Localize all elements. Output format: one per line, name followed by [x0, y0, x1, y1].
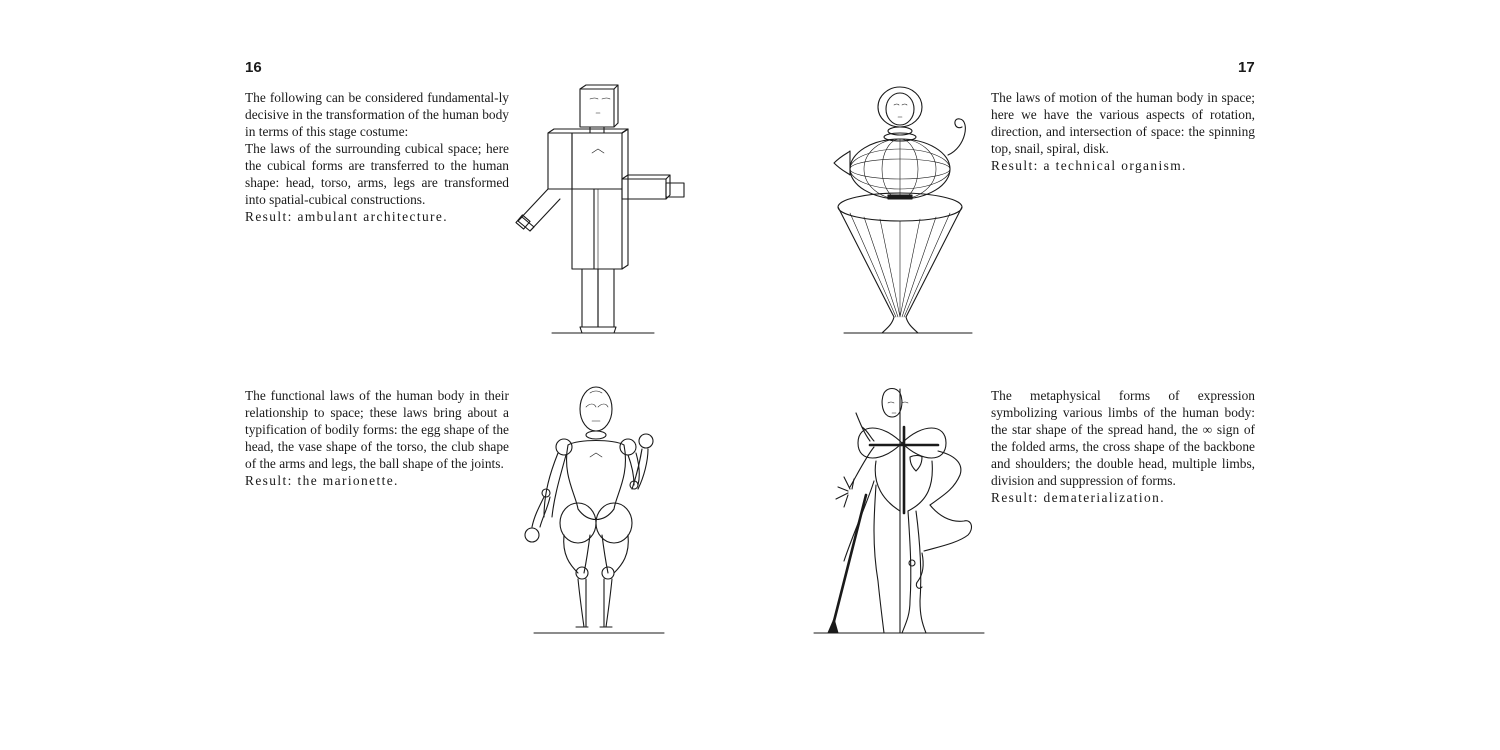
functional-body: The functional laws of the human body in their relationship to space; these laws bring about a typification of bodily forms: the egg shape of the head, the vase shape of the torso, the club shape of the arms and legs, the ball shape of the joints. — [245, 388, 509, 471]
text-block-functional — [245, 387, 509, 489]
text-block-metaphysical — [991, 387, 1255, 506]
metaphysical-figure-illustration — [812, 385, 990, 640]
text-block-cubical — [245, 89, 509, 225]
marionette-figure-illustration — [520, 385, 675, 640]
page-number-left: 16 — [245, 59, 262, 76]
spinning-top-figure-illustration — [810, 85, 990, 340]
functional-result: Result: the marionette. — [245, 473, 399, 488]
motion-result: Result: a technical organism. — [991, 158, 1187, 173]
cubical-figure-illustration — [510, 85, 690, 340]
cubical-result: Result: ambulant architecture. — [245, 209, 449, 224]
metaphysical-result: Result: dematerialization. — [991, 490, 1165, 505]
page-number-right: 17 — [1238, 59, 1255, 76]
cubical-body: The laws of the surrounding cubical space; here the cubical forms are transferred to the human shape: head, torso, arms, legs are transformed into spatial-cubical constructions. — [245, 141, 509, 207]
text-block-motion — [991, 89, 1255, 174]
cubical-intro: The following can be considered fundamental-ly decisive in the transformation of the human body in terms of this stage costume: — [245, 90, 509, 139]
metaphysical-body: The metaphysical forms of expression symbolizing various limbs of the human body: the star shape of the spread hand, the ∞ sign of the folded arms, the cross shape of the backbone and shoulders; the double head, multiple limbs, division and suppression of forms. — [991, 388, 1255, 488]
motion-body: The laws of motion of the human body in space; here we have the various aspects of rotation, direction, and intersection of space: the spinning top, snail, spiral, disk. — [991, 90, 1255, 156]
